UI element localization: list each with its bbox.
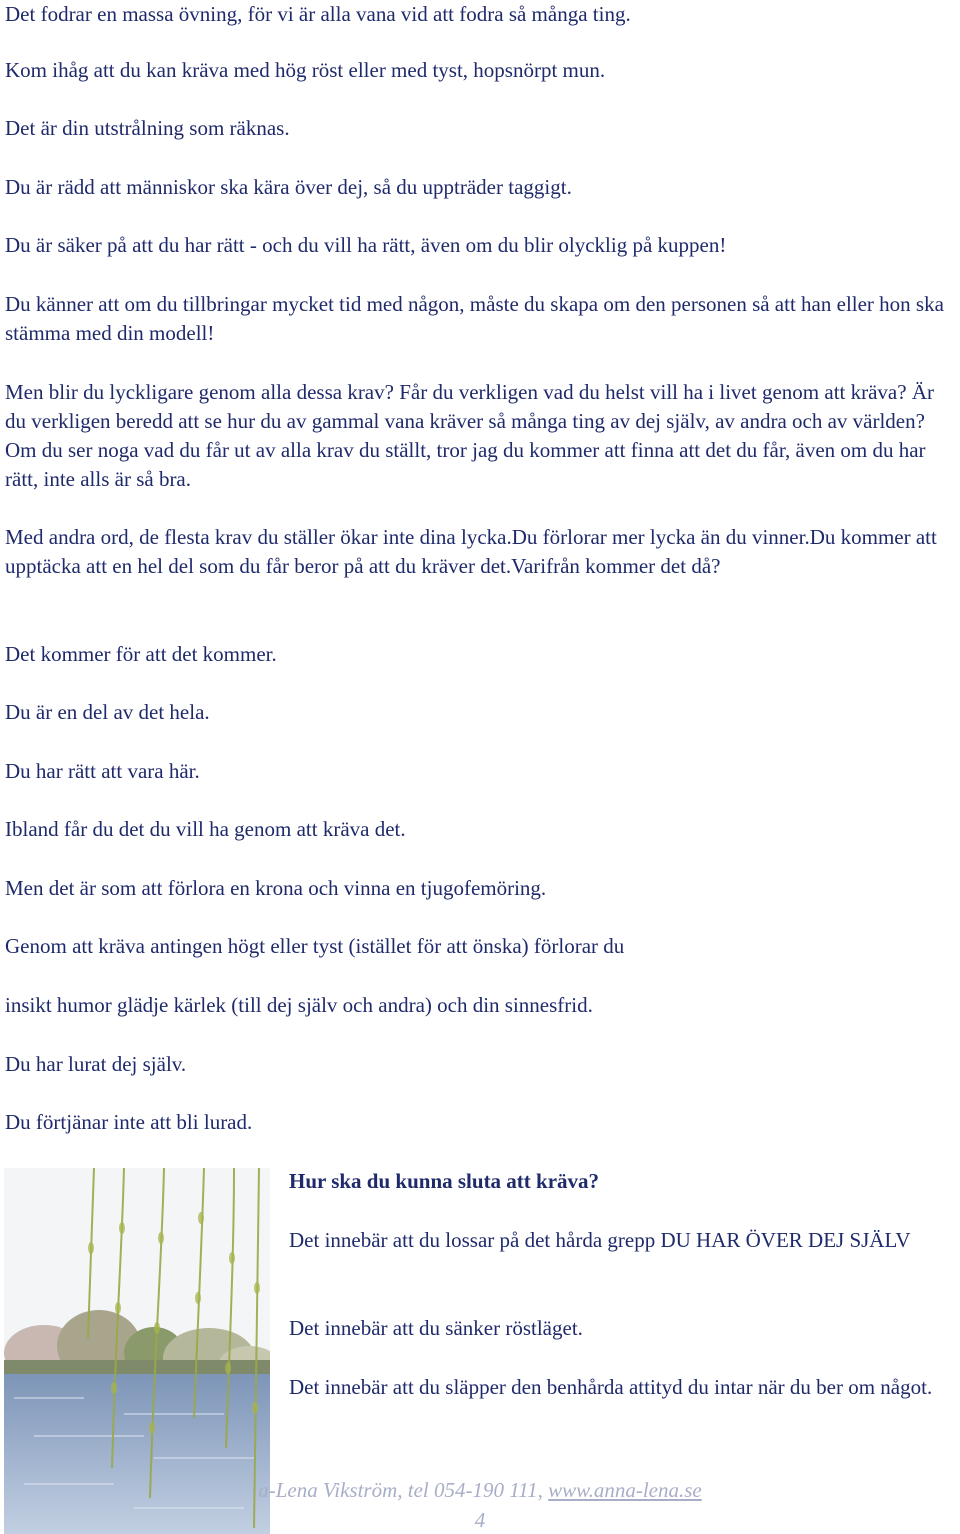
- footer-text: a-Lena Vikström, tel 054-190 111,: [258, 1478, 549, 1502]
- paragraph-8: Med andra ord, de flesta krav du ställer ökar inte dina lycka.Du förlorar mer lycka än du vinner.Du kommer att upptäcka att en hel del som du får beror på att du kräver det.Varifrån kommer det då?: [5, 525, 937, 578]
- paragraph-7: Men blir du lyckligare genom alla dessa krav? Får du verkligen vad du helst vill ha i livet genom att kräva? Är du verkligen beredd att se hur du av gammal vana kräver så många ting av dej själv, av andra och av världen? Om du ser noga vad du får ut av alla krav du ställt, tror jag du kommer att finna att det du får, även om du har rätt, inte alls är så bra.: [5, 380, 934, 491]
- paragraph-5: Du är säker på att du har rätt - och du vill ha rätt, även om du blir olycklig på kuppen!: [5, 233, 727, 257]
- section-item-2: Det innebär att du sänker röstläget.: [289, 1316, 583, 1340]
- footer-contact: [0, 1478, 960, 1503]
- paragraph-14: Genom att kräva antingen högt eller tyst (istället för att önska) förlorar du: [5, 934, 625, 958]
- section-item-1: Det innebär att du lossar på det hårda grepp DU HAR ÖVER DEJ SJÄLV: [289, 1228, 911, 1252]
- paragraph-6: Du känner att om du tillbringar mycket tid med någon, måste du skapa om den personen så att han eller hon ska stämma med din modell!: [5, 292, 944, 345]
- paragraph-16: Du har lurat dej själv.: [5, 1052, 187, 1076]
- section-item-3: Det innebär att du släpper den benhårda attityd du intar när du ber om något.: [289, 1375, 933, 1399]
- section-heading: Hur ska du kunna sluta att kräva?: [289, 1169, 600, 1193]
- paragraph-10: Du är en del av det hela.: [5, 700, 210, 724]
- paragraph-13: Men det är som att förlora en krona och vinna en tjugofemöring.: [5, 876, 547, 900]
- footer-website-link[interactable]: www.anna-lena.se: [548, 1478, 702, 1502]
- paragraph-12: Ibland får du det du vill ha genom att kräva det.: [5, 817, 406, 841]
- paragraph-1: Det fodrar en massa övning, för vi är alla vana vid att fodra så många ting.: [5, 2, 631, 26]
- paragraph-4: Du är rädd att människor ska kära över dej, så du uppträder taggigt.: [5, 175, 572, 199]
- paragraph-2: Kom ihåg att du kan kräva med hög röst eller med tyst, hopsnörpt mun.: [5, 58, 606, 82]
- paragraph-11: Du har rätt att vara här.: [5, 759, 200, 783]
- page-number: 4: [474, 1508, 486, 1532]
- paragraph-9: Det kommer för att det kommer.: [5, 642, 277, 666]
- paragraph-3: Det är din utstrålning som räknas.: [5, 116, 290, 140]
- paragraph-17: Du förtjänar inte att bli lurad.: [5, 1110, 253, 1134]
- paragraph-15: insikt humor glädje kärlek (till dej själv och andra) och din sinnesfrid.: [5, 993, 593, 1017]
